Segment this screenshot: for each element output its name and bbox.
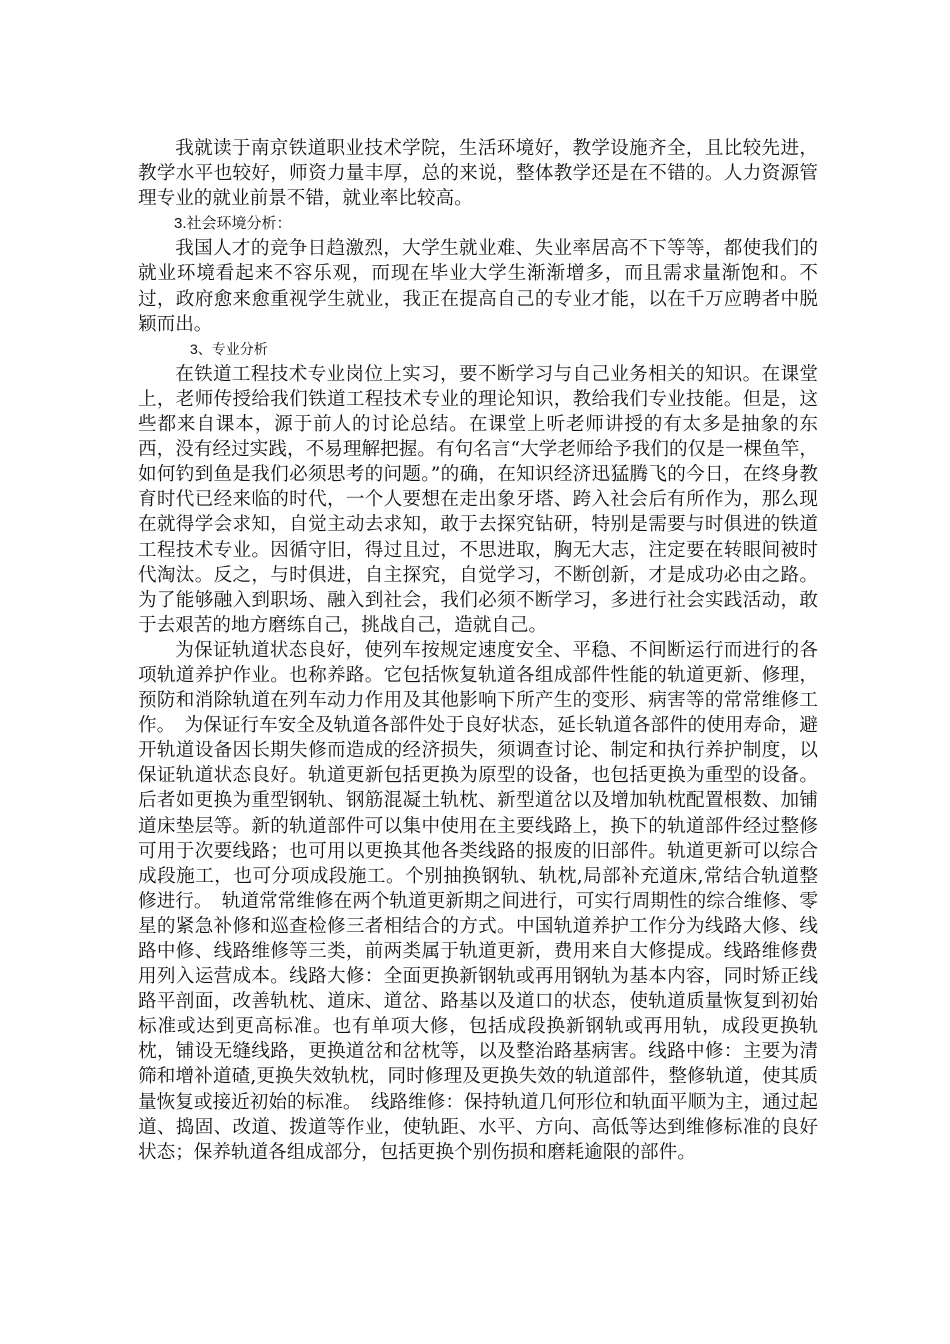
document-page <box>138 136 818 1165</box>
heading-major-analysis: 3、专业分析 <box>190 340 268 357</box>
paragraph-track-maintenance: 为保证轨道状态良好，使列车按规定速度安全、平稳、不间断运行而进行的各项轨道养护作业。也称养路。它包括恢复轨道各组成部件性能的轨道更新、修理，预防和消除轨道在列车动力作用及其他影响下所产生的变形、病害等的常常维修工作。 为保证行车安全及轨道各部件处于良好状态，延长轨道各部件的使用寿命，避开轨道设备因长期失修而造成的经济损失，须调查讨论、制定和执行养护制度，以保证轨道状态良好。轨道更新包括更换为原型的设备，也包括更换为重型的设备。后者如更换为重型钢轨、钢筋混凝土轨枕、新型道岔以及增加轨枕配置根数、加铺道床垫层等。新的轨道部件可以集中使用在主要线路上，换下的轨道部件经过整修可用于次要线路；也可用以更换其他各类线路的报废的旧部件。轨道更新可以综合成段施工，也可分项成段施工。个别抽换钢轨、轨枕,局部补充道床,常结合轨道整修进行。 轨道常常维修在两个轨道更新期之间进行，可实行周期性的综合维修、零星的紧急补修和巡查检修三者相结合的方式。中国轨道养护工作分为线路大修、线路中修、线路维修等三类，前两类属于轨道更新，费用来自大修提成。线路维修费用列入运营成本。线路大修：全面更换新钢轨或再用钢轨为基本内容，同时矫正线路平剖面，改善轨枕、道床、道岔、路基以及道口的状态，使轨道质量恢复到初始标准或达到更高标准。也有单项大修，包括成段换新钢轨或再用轨，成段更换轨枕，铺设无缝线路，更换道岔和岔枕等，以及整治路基病害。线路中修：主要为清筛和增补道碴,更换失效轨枕，同时修理及更换失效的轨道部件，整修轨道，使其质量恢复或接近初始的标准。 线路维修：保持轨道几何形位和轨面平顺为主，通过起道、捣固、改道、拨道等作业，使轨距、水平、方向、高低等达到维修标准的良好状态；保养轨道各组成部分，包括更换个别伤损和磨耗逾限的部件。 <box>138 639 818 1163</box>
paragraph-major-analysis: 在铁道工程技术专业岗位上实习，要不断学习与自己业务相关的知识。在课堂上，老师传授给我们铁道工程技术专业的理论知识，教给我们专业技能。但是，这些都来自课本，源于前人的讨论总结。在课堂上听老师讲授的有太多是抽象的东西，没有经过实践，不易理解把握。有句名言“大学老师给予我们的仅是一棵鱼竿，如何钓到鱼是我们必须思考的问题。”的确，在知识经济迅猛腾飞的今日，在终身教育时代已经来临的时代，一个人要想在走出象牙塔、跨入社会后有所作为，那么现在就得学会求知，自觉主动去求知，敢于去探究钻研，特别是需要与时俱进的铁道工程技术专业。因循守旧，得过且过，不思进取，胸无大志，注定要在转眼间被时代淘汰。反之，与时俱进，自主探究，自觉学习，不断创新，才是成功必由之路。为了能够融入到职场、融入到社会，我们必须不断学习，多进行社会实践活动，敢于去艰苦的地方磨练自己，挑战自己，造就自己。 <box>138 363 818 636</box>
paragraph-school-environment: 我就读于南京铁道职业技术学院，生活环境好，教学设施齐全，且比较先进，教学水平也较好，师资力量丰厚，总的来说，整体教学还是在不错的。人力资源管理专业的就业前景不错，就业率比较高。 <box>138 138 818 210</box>
paragraph-social-environment: 我国人才的竞争日趋激烈，大学生就业难、失业率居高不下等等，都使我们的就业环境看起来不容乐观，而现在毕业大学生渐渐增多，而且需求量渐饱和。不过，政府愈来愈重视学生就业，我正在提高自己的专业才能，以在千万应聘者中脱颖而出。 <box>138 238 818 335</box>
heading-social-environment: 3.社会环境分析： <box>174 215 292 233</box>
